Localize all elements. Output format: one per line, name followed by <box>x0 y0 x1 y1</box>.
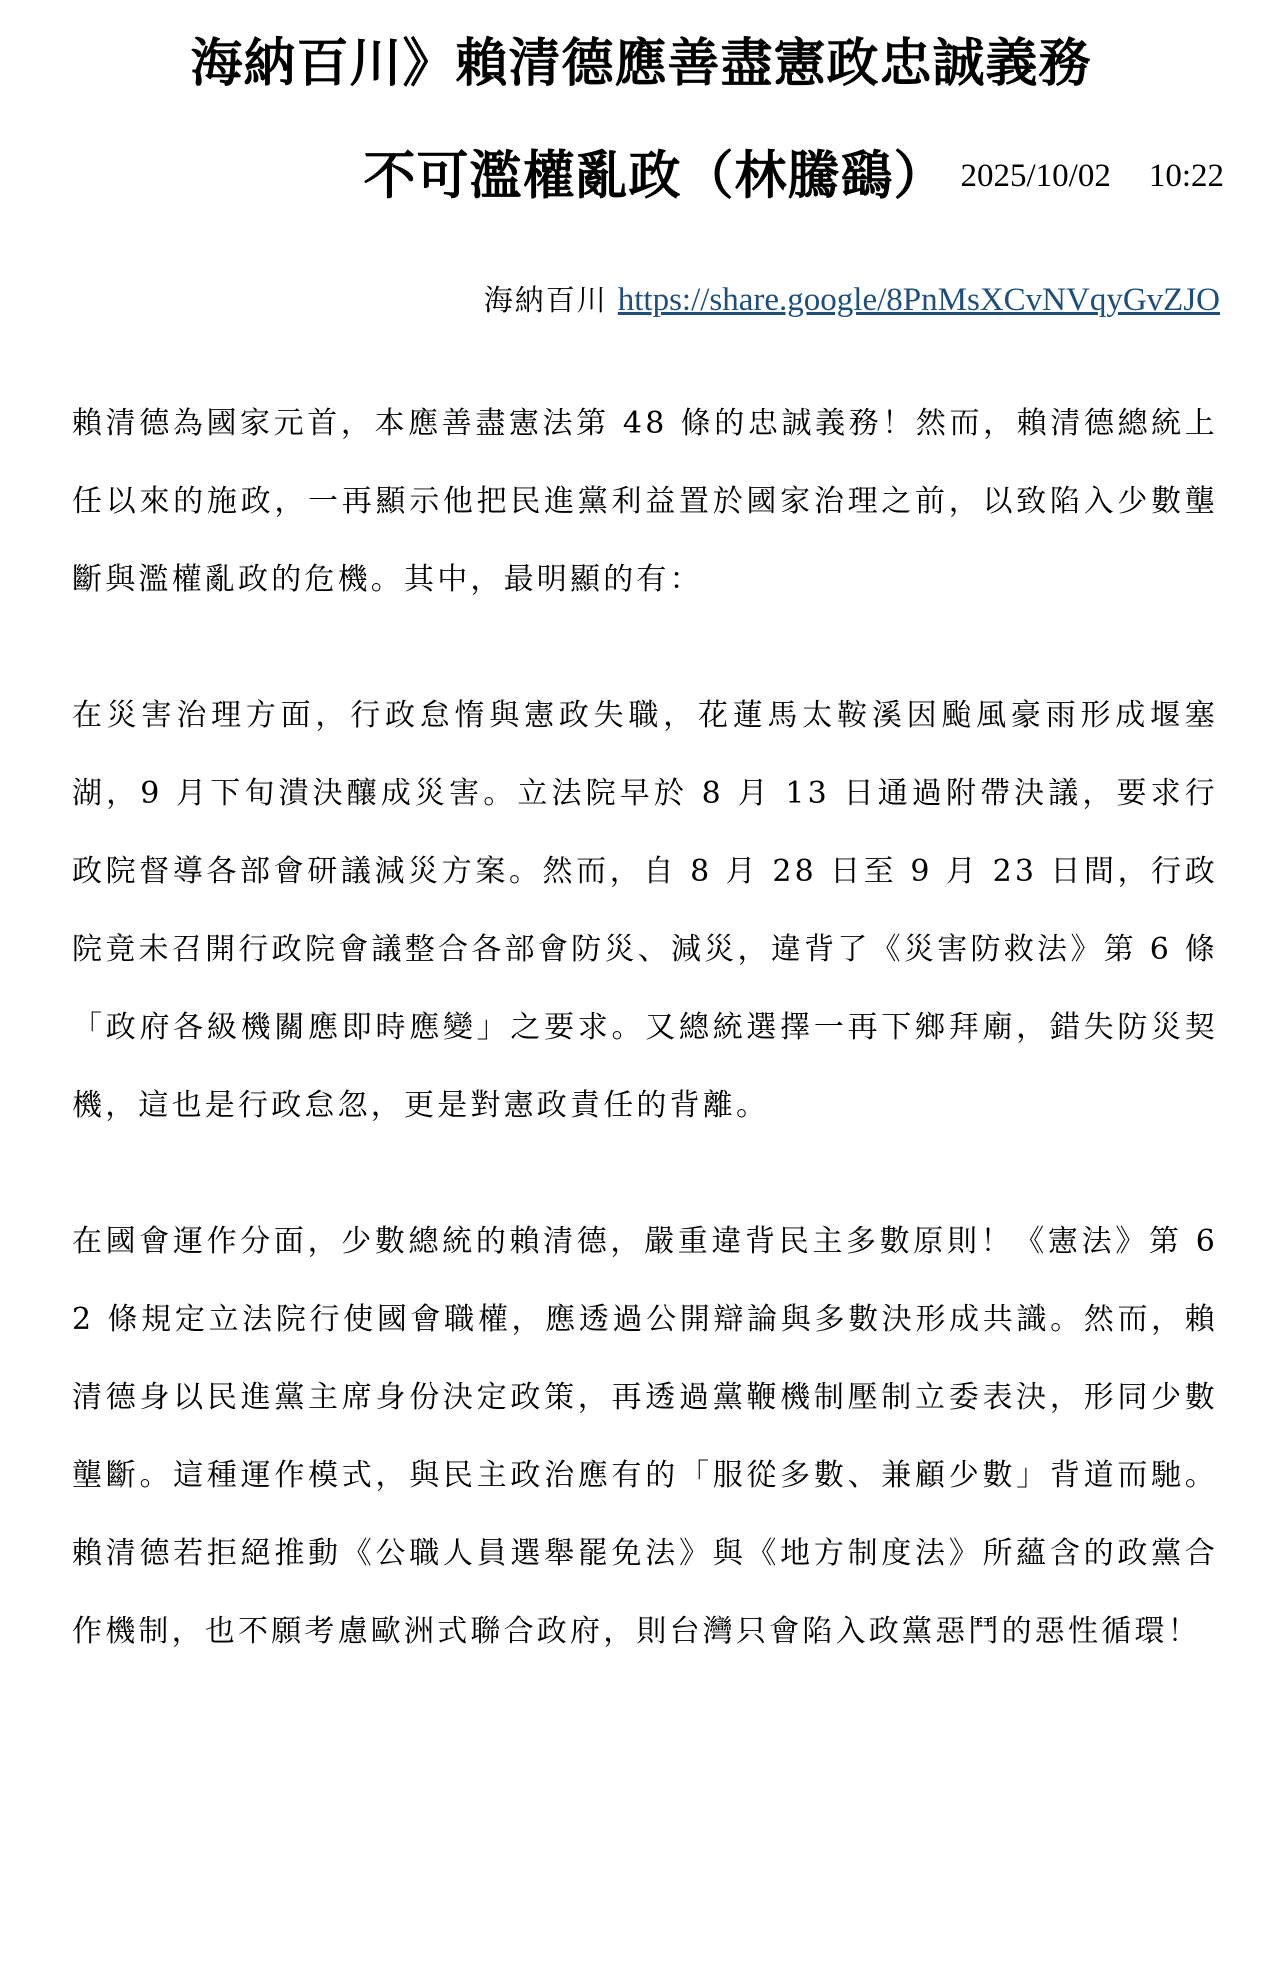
publish-date: 2025/10/02 <box>960 158 1111 195</box>
paragraph-3: 在國會運作分面，少數總統的賴清德，嚴重違背民主多數原則！《憲法》第 62 條規定立法院行使國會職權，應透過公開辯論與多數決形成共識。然而，賴清德身以民進黨主席身份決定政策，再透過黨鞭機制壓制立委表決，形同少數壟斷。這種運作模式，與民主政治應有的「服從多數、兼顧少數」背道而馳。賴清德若拒絕推動《公職人員選舉罷免法》與《地方制度法》所蘊含的政黨合作機制，也不願考慮歐洲式聯合政府，則台灣只會陷入政黨惡鬥的惡性循環！ <box>72 1224 1218 1649</box>
publish-datetime <box>960 158 1224 194</box>
article-title-line1: 海納百川》賴清德應善盡憲政忠誠義務 <box>190 33 1092 94</box>
publish-time: 10:22 <box>1148 158 1224 195</box>
paragraph-1: 賴清德為國家元首，本應善盡憲法第 48 條的忠誠義務！然而，賴清德總統上任以來的施政，一再顯示他把民進黨利益置於國家治理之前，以致陷入少數壟斷與濫權亂政的危機。其中，最明顯的有： <box>72 406 1218 597</box>
paragraph-2: 在災害治理方面，行政怠惰與憲政失職，花蓮馬太鞍溪因颱風豪雨形成堰塞湖，9 月下旬潰決釀成災害。立法院早於 8 月 13 日通過附帶決議，要求行政院督導各部會研議減災方案。然而，自 8 月 28 日至 9 月 23 日間，行政院竟未召開行政院會議整合各部會防災、減災，違背了《災害防救法》第 6 條「政府各級機關應即時應變」之要求。又總統選擇一再下鄉拜廟，錯失防災契機，這也是行政怠忽，更是對憲政責任的背離。 <box>72 698 1218 1123</box>
article-title-line2: 不可濫權亂政（林騰鷂） <box>363 145 947 207</box>
source-line <box>484 275 1220 331</box>
source-name: 海納百川 <box>483 283 608 317</box>
article-title-line2-row <box>363 140 1224 212</box>
source-link[interactable]: https://share.google/8PnMsXCvNVqyGvZJO <box>617 282 1220 318</box>
article-body <box>72 385 1218 1729</box>
